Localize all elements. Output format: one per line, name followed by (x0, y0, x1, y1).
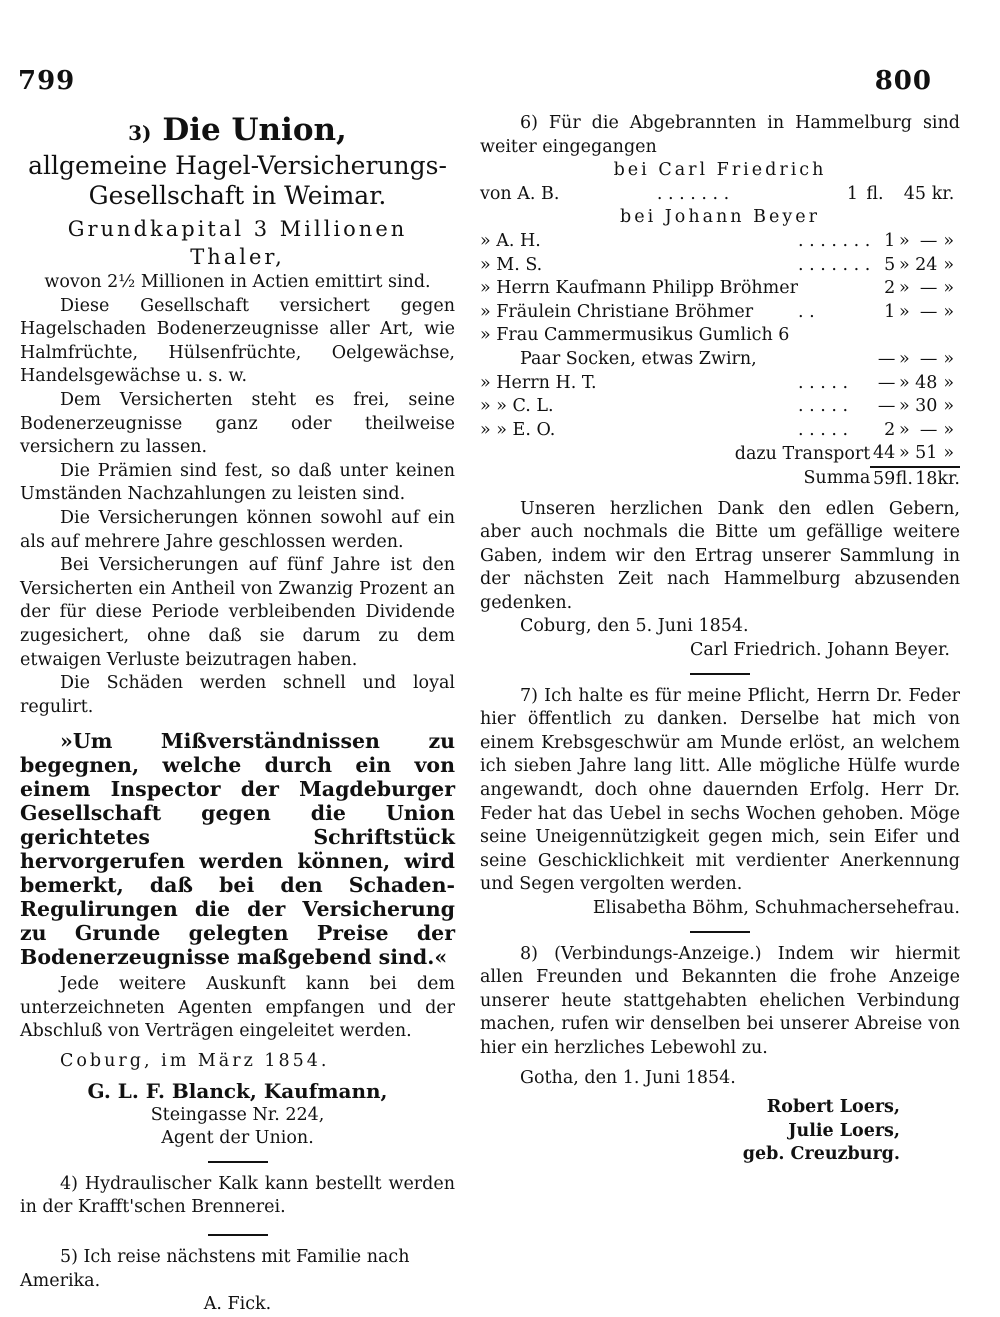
ad-6-intro: 6) Für die Abgebrannten in Hammelburg sind weiter eingegangen (480, 113, 960, 157)
amount-kr: — (919, 230, 938, 251)
ad-3 (20, 112, 455, 1163)
right-column (480, 112, 960, 1167)
leader-dots: . . . . . (798, 419, 849, 440)
ad-3-paragraph: Bei Versicherungen auf fünf Jahre ist den Versicherten ein Antheil von Zwanzig Prozent an der für diese Periode verbleibenden Dividende zugesichert, ohne daß sie darum zu dem etwaigen Verluste beizutragen haben. (20, 555, 455, 670)
sep: » (898, 230, 910, 251)
sep: » (898, 443, 910, 464)
ad-6 (480, 112, 960, 675)
sep: » (943, 443, 955, 464)
sum-label: Summa (803, 468, 871, 489)
left-column (20, 112, 455, 1317)
sep: » (898, 278, 910, 299)
sum-unit-kr: kr. (937, 467, 960, 492)
ad-7 (480, 685, 960, 933)
ad-6-collector-2: bei Johann Beyer (620, 207, 820, 228)
amount-fl: 44 (873, 443, 896, 464)
donor-label: von A. B. (480, 183, 560, 204)
amount-kr: 48 (915, 372, 938, 393)
ad-8-signature-2: Julie Loers, (788, 1120, 900, 1141)
ad-3-paragraph: Die Prämien sind fest, so daß unter keinen Umständen Nachzahlungen zu leisten sind. (20, 460, 455, 505)
ad-8-signature-1: Robert Loers, (766, 1097, 900, 1118)
table-row (480, 254, 960, 278)
ad-3-agent-name: G. L. F. Blanck, Kaufmann, (87, 1078, 388, 1103)
divider (690, 931, 750, 933)
sep: » (898, 419, 910, 440)
amount-fl: — (877, 348, 896, 369)
donor-label: Paar Socken, etwas Zwirn, (520, 348, 757, 369)
ad-5-signature: A. Fick. (203, 1294, 272, 1315)
left-page-number: 799 (18, 66, 76, 96)
table-row (480, 419, 960, 443)
ad-3-agent-role: Agent der Union. (161, 1128, 314, 1149)
leader-dots: . . (798, 301, 815, 322)
ad-3-capital: Grundkapital 3 Millionen Thaler, (67, 217, 408, 269)
amount-kr: 30 (915, 396, 938, 417)
sep: » (898, 254, 910, 275)
ad-6-collector-1: bei Carl Friedrich (613, 160, 827, 181)
table-row (480, 348, 960, 372)
sum-kr: 18 (913, 467, 937, 492)
amount-fl: 2 (884, 419, 896, 440)
sep: » (898, 348, 910, 369)
unit-fl: fl. (866, 183, 884, 204)
divider (208, 1161, 268, 1163)
amount-fl: 2 (884, 278, 896, 299)
table-row (480, 324, 960, 348)
ad-3-title: Die Union, (162, 112, 347, 148)
amount-fl: — (877, 396, 896, 417)
amount-kr: — (919, 301, 938, 322)
ad-6-place-date: Coburg, den 5. Juni 1854. (520, 616, 749, 637)
unit-kr: kr. (931, 183, 955, 204)
ad-3-paragraph: Diese Gesellschaft versichert gegen Hagelschaden Bodenerzeugnisse aller Art, wie Halmfrüchte, Hülsenfrüchte, Oelgewächse, Handelsgewächse u. s. w. (20, 295, 455, 387)
ad-5-text: 5) Ich reise nächstens mit Familie nach Amerika. (20, 1247, 410, 1291)
amount-kr: — (919, 419, 938, 440)
amount-kr: — (919, 278, 938, 299)
leader-dots: . . . . . (798, 396, 849, 417)
sep: » (943, 230, 955, 251)
right-page-number: 800 (874, 66, 932, 96)
amount-fl: 5 (884, 254, 896, 275)
divider (208, 1234, 268, 1236)
amount-fl: 1 (884, 230, 896, 251)
table-row (480, 277, 960, 301)
ad-3-heading (20, 112, 455, 151)
ad-3-capital-note: wovon 2½ Millionen in Actien emittirt sind. (44, 272, 431, 292)
amount-fl: — (877, 372, 896, 393)
leader-dots: . . . . . . . (798, 254, 871, 275)
ad-7-signature: Elisabetha Böhm, Schuhmachersehefrau. (592, 898, 960, 918)
donor-label: » A. H. (480, 230, 541, 251)
ad-3-place-date: Coburg, im März 1854. (60, 1051, 330, 1072)
amount-kr: 51 (915, 443, 938, 464)
amount-kr: 45 (903, 183, 926, 204)
donor-label: » M. S. (480, 254, 543, 275)
donor-label: » » C. L. (480, 396, 554, 417)
sep: » (943, 278, 955, 299)
sep: » (943, 396, 955, 417)
amount-kr: — (919, 348, 938, 369)
amount-fl: 1 (884, 301, 896, 322)
ad-8-text: 8) (Verbindungs-Anzeige.) Indem wir hiermit allen Freunden und Bekannten die frohe Anzeige unserer heute stattgehabten ehelichen Verbindung machen, rufen wir denselben bei unserer Abreise von hier ein herzliches Lebewohl zu. (480, 943, 960, 1058)
donor-label: » Herrn Kaufmann Philipp Bröhmer (480, 278, 798, 299)
sep: » (943, 348, 955, 369)
ad-3-paragraph: Dem Versicherten steht es frei, seine Bodenerzeugnisse ganz oder theilweise versichern zu lassen. (20, 389, 455, 458)
leader-dots (798, 348, 870, 372)
donation-table-1 (480, 183, 960, 207)
ad-3-notice: »Um Mißverständnissen zu begegnen, welche durch ein von einem Inspector der Magdeburger Gesellschaft gegen die Union gerichtetes Schriftstück hervorgerufen werden können, wird bemerkt, daß bei den Schaden-Regulirungen die der Versicherung zu Grunde gelegten Preise der Bodenerzeugnisse maßgebend sind.« (20, 729, 455, 970)
ad-3-agent-address: Steingasse Nr. 224, (150, 1104, 325, 1125)
ad-3-subtitle: allgemeine Hagel-Versicherungs-Gesellschaft in Weimar. (28, 151, 447, 210)
amount-kr: 24 (915, 254, 938, 275)
donation-table-2 (480, 230, 960, 492)
sep: » (943, 372, 955, 393)
ad-6-signatures: Carl Friedrich. Johann Beyer. (690, 640, 950, 661)
table-row (480, 230, 960, 254)
amount-fl: 1 (846, 183, 858, 204)
sum-row (480, 467, 960, 492)
divider (690, 673, 750, 675)
ad-7-text: 7) Ich halte es für meine Pflicht, Herrn Dr. Feder hier öffentlich zu danken. Derselbe hat mich von einem Krebsgeschwür am Munde erlöst, an welchem ich sieben Jahre lang litt. Alle mögliche Hülfe wurde angewandt, doch ohne dauernden Erfolg. Herr Dr. Feder hat das Uebel in sechs Wochen gehoben. Möge seine Uneigennützigkeit gegen mich, sein Eifer und seine Geschicklichkeit mit verdienter Anerkennung und Segen vergolten werden. (480, 685, 960, 895)
ad-8-place-date: Gotha, den 1. Juni 1854. (520, 1067, 736, 1088)
table-row (480, 395, 960, 419)
ad-3-paragraph: Die Versicherungen können sowohl auf ein als auf mehrere Jahre geschlossen werden. (20, 507, 455, 552)
ad-3-closing: Jede weitere Auskunft kann bei dem unterzeichneten Agenten empfangen und der Abschluß von Verträgen eingeleitet werden. (20, 974, 455, 1042)
sum-fl: 59 (870, 467, 895, 492)
ad-8 (480, 943, 960, 1167)
ad-8-signature-3: geb. Creuzburg. (742, 1144, 900, 1165)
sep: » (943, 254, 955, 275)
ad-4: 4) Hydraulischer Kalk kann bestellt werden in der Krafft'schen Brennerei. (20, 1173, 455, 1218)
leader-dots: . . . . . . . (798, 230, 871, 251)
sep: » (943, 301, 955, 322)
donor-label: » Herrn H. T. (480, 372, 597, 393)
sep: » (943, 419, 955, 440)
leader-dots: . . . . . . . (656, 183, 730, 204)
donor-label: » Frau Cammermusikus Gumlich 6 (480, 325, 790, 346)
leader-dots: . . . . . (798, 372, 849, 393)
ad-6-thanks: Unseren herzlichen Dank den edlen Gebern, aber auch nochmals die Bitte um gefällige weitere Gaben, indem wir den Ertrag unserer Sammlung in der nächsten Zeit nach Hammelburg abzusenden gedenken. (480, 498, 960, 613)
leader-dots (798, 277, 870, 301)
ad-3-paragraph: Die Schäden werden schnell und loyal regulirt. (20, 673, 455, 717)
donor-label: » » E. O. (480, 419, 556, 440)
transport-label: dazu Transport (734, 443, 871, 464)
sep: » (898, 396, 910, 417)
table-row (480, 183, 960, 207)
ad-3-number: 3) (128, 121, 152, 145)
table-row (480, 301, 960, 325)
table-row (480, 372, 960, 396)
transport-row (480, 442, 960, 467)
sum-unit-fl: fl. (895, 467, 913, 492)
sep: » (898, 301, 910, 322)
donor-label: » Fräulein Christiane Bröhmer (480, 301, 754, 322)
sep: » (898, 372, 910, 393)
